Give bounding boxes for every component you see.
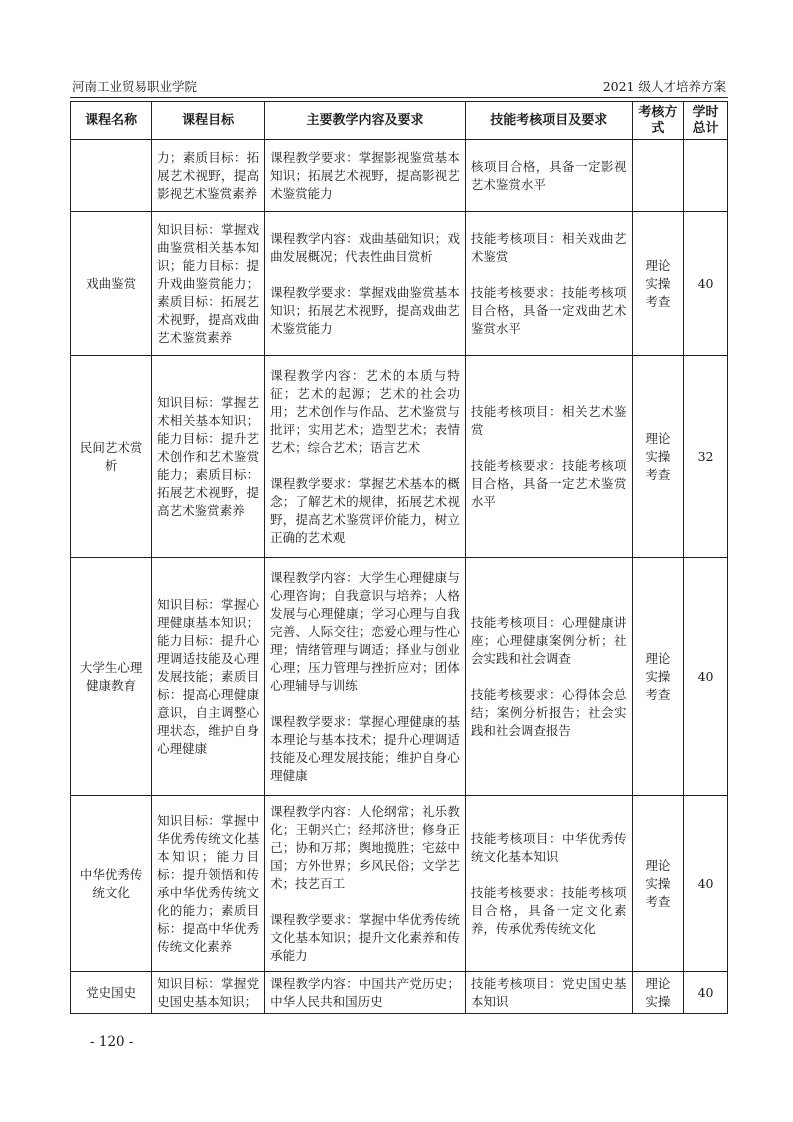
col-header-course-goal: 课程目标 (152, 102, 265, 140)
course-goal: 知识目标：掌握心理健康基本知识；能力目标：提升心理调适技能及心理发展技能；素质目标：提高心理健康意识，自主调整心理状态，维护自身心理健康 (152, 558, 265, 796)
page-number: - 120 - (90, 1034, 134, 1050)
skill-item: 技能考核项目：心理健康讲座；心理健康案例分析；社会实践和社会调查 (470, 614, 627, 666)
course-name: 大学生心理健康教育 (71, 558, 152, 796)
course-goal: 知识目标：掌握艺术相关基本知识；能力目标：提升艺术创作和艺术鉴赏能力；素质目标：拓展艺术视野，提高艺术鉴赏素养 (152, 356, 265, 558)
teaching-content (265, 558, 466, 796)
teaching-content-text: 课程教学内容：大学生心理健康与心理咨询；自我意识与培养；人格发展与心理健康；学习心理与自我完善、人际交往；恋爱心理与性心理；情绪管理与调适；择业与创业心理；压力管理与挫折应对；团体心理辅导与训练 (270, 569, 460, 693)
skill-assessment (465, 558, 632, 796)
total-hours: 40 (684, 972, 728, 1014)
skill-assessment (465, 140, 632, 212)
exam-method (632, 212, 684, 356)
table-row (71, 212, 728, 356)
exam-method (632, 796, 684, 972)
skill-requirement: 技能考核要求：技能考核项目合格，具备一定艺术鉴赏水平 (470, 457, 627, 509)
table-row (71, 140, 728, 212)
teaching-content-text: 课程教学内容：戏曲基础知识；戏曲发展概况；代表性曲目赏析 (270, 230, 460, 264)
exam-theory: 理论 (645, 257, 671, 273)
skill-requirement: 技能考核要求：技能考核项目合格，具备一定文化素养，传承优秀传统文化 (470, 884, 627, 936)
course-goal: 知识目标：掌握戏曲鉴赏相关基本知识；能力目标：提升戏曲鉴赏能力；素质目标：拓展艺术视野，提高戏曲艺术鉴赏素养 (152, 212, 265, 356)
table-row (71, 356, 728, 558)
skill-requirement: 技能考核要求：心得体会总结；案例分析报告；社会实践和社会调查报告 (470, 686, 627, 738)
skill-item: 技能考核项目：中华优秀传统文化基本知识 (470, 830, 627, 864)
exam-check: 考查 (645, 893, 671, 909)
exam-method (632, 356, 684, 558)
exam-theory: 理论 (645, 857, 671, 873)
header-plan-title: 2021 级人才培养方案 (602, 79, 726, 94)
course-goal: 知识目标：掌握中华优秀传统文化基本知识；能力目标：提升领悟和传承中华优秀传统文化的能力；素质目标：提高中华优秀传统文化素养 (152, 796, 265, 972)
exam-check: 考查 (645, 293, 671, 309)
col-header-total-hours: 学时总计 (684, 102, 728, 140)
skill-item: 技能考核项目：党史国史基本知识 (470, 975, 627, 1009)
header-school-name: 河南工业贸易职业学院 (72, 79, 198, 94)
curriculum-table (70, 101, 728, 1014)
total-hours (684, 140, 728, 212)
course-goal: 知识目标：掌握党史国史基本知识； (152, 972, 265, 1014)
skill-assessment (465, 212, 632, 356)
table-header-row (71, 102, 728, 140)
exam-practice: 实操 (645, 993, 671, 1009)
exam-practice: 实操 (645, 448, 671, 464)
course-name: 民间艺术赏析 (71, 356, 152, 558)
skill-item: 技能考核项目：相关戏曲艺术鉴赏 (470, 230, 627, 264)
exam-practice: 实操 (645, 275, 671, 291)
teaching-content-text: 课程教学内容：人伦纲常；礼乐教化；王朝兴亡；经邦济世；修身正己；协和万邦；舆地揽胜；宅兹中国；方外世界；乡风民俗；文学艺术；技艺百工 (270, 803, 460, 891)
course-name: 戏曲鉴赏 (71, 212, 152, 356)
course-name: 党史国史 (71, 972, 152, 1014)
skill-requirement: 技能考核要求：技能考核项目合格，具备一定戏曲艺术鉴赏水平 (470, 284, 627, 336)
teaching-content (265, 356, 466, 558)
teaching-content (265, 212, 466, 356)
header-divider (70, 97, 728, 98)
col-header-exam-method: 考核方式 (632, 102, 684, 140)
exam-method (632, 972, 684, 1014)
exam-practice: 实操 (645, 875, 671, 891)
exam-check: 考查 (645, 466, 671, 482)
exam-check: 考查 (645, 686, 671, 702)
teaching-requirement: 课程教学要求：掌握影视鉴赏基本知识；拓展艺术视野，提高影视艺术鉴赏能力 (270, 149, 460, 201)
exam-theory: 理论 (645, 430, 671, 446)
teaching-content (265, 796, 466, 972)
table-row (71, 796, 728, 972)
teaching-requirement: 课程教学要求：掌握艺术基本的概念；了解艺术的规律，拓展艺术视野，提高艺术鉴赏评价能力，树立正确的艺术观 (270, 475, 460, 545)
col-header-course-name: 课程名称 (71, 102, 152, 140)
total-hours: 40 (684, 558, 728, 796)
col-header-teaching-content: 主要教学内容及要求 (265, 102, 466, 140)
skill-assessment (465, 356, 632, 558)
total-hours: 32 (684, 356, 728, 558)
teaching-requirement: 课程教学要求：掌握心理健康的基本理论与基本技术；提升心理调适技能及心理发展技能；维护自身心理健康 (270, 713, 460, 783)
table-row (71, 558, 728, 796)
skill-item: 技能考核项目：相关艺术鉴赏 (470, 403, 627, 437)
exam-method (632, 140, 684, 212)
course-goal: 力；素质目标：拓展艺术视野，提高影视艺术鉴赏素养 (152, 140, 265, 212)
skill-assessment (465, 972, 632, 1014)
teaching-requirement: 课程教学要求：掌握中华优秀传统文化基本知识；提升文化素养和传承能力 (270, 911, 460, 963)
teaching-content-text: 课程教学内容：中国共产党历史；中华人民共和国历史 (270, 975, 460, 1009)
skill-assessment (465, 796, 632, 972)
total-hours: 40 (684, 212, 728, 356)
page-header (70, 77, 728, 97)
col-header-skill-assessment: 技能考核项目及要求 (465, 102, 632, 140)
table-row (71, 972, 728, 1014)
teaching-requirement: 课程教学要求：掌握戏曲鉴赏基本知识；拓展艺术视野，提高戏曲艺术鉴赏能力 (270, 284, 460, 336)
course-name (71, 140, 152, 212)
teaching-content (265, 140, 466, 212)
exam-method (632, 558, 684, 796)
exam-practice: 实操 (645, 668, 671, 684)
exam-theory: 理论 (645, 650, 671, 666)
course-name: 中华优秀传统文化 (71, 796, 152, 972)
total-hours: 40 (684, 796, 728, 972)
exam-theory: 理论 (645, 975, 671, 991)
skill-requirement: 核项目合格，具备一定影视艺术鉴赏水平 (470, 158, 627, 192)
teaching-content-text: 课程教学内容：艺术的本质与特征；艺术的起源；艺术的社会功用；艺术创作与作品、艺术鉴赏与批评；实用艺术；造型艺术；表情艺术；综合艺术；语言艺术 (270, 367, 460, 455)
teaching-content (265, 972, 466, 1014)
